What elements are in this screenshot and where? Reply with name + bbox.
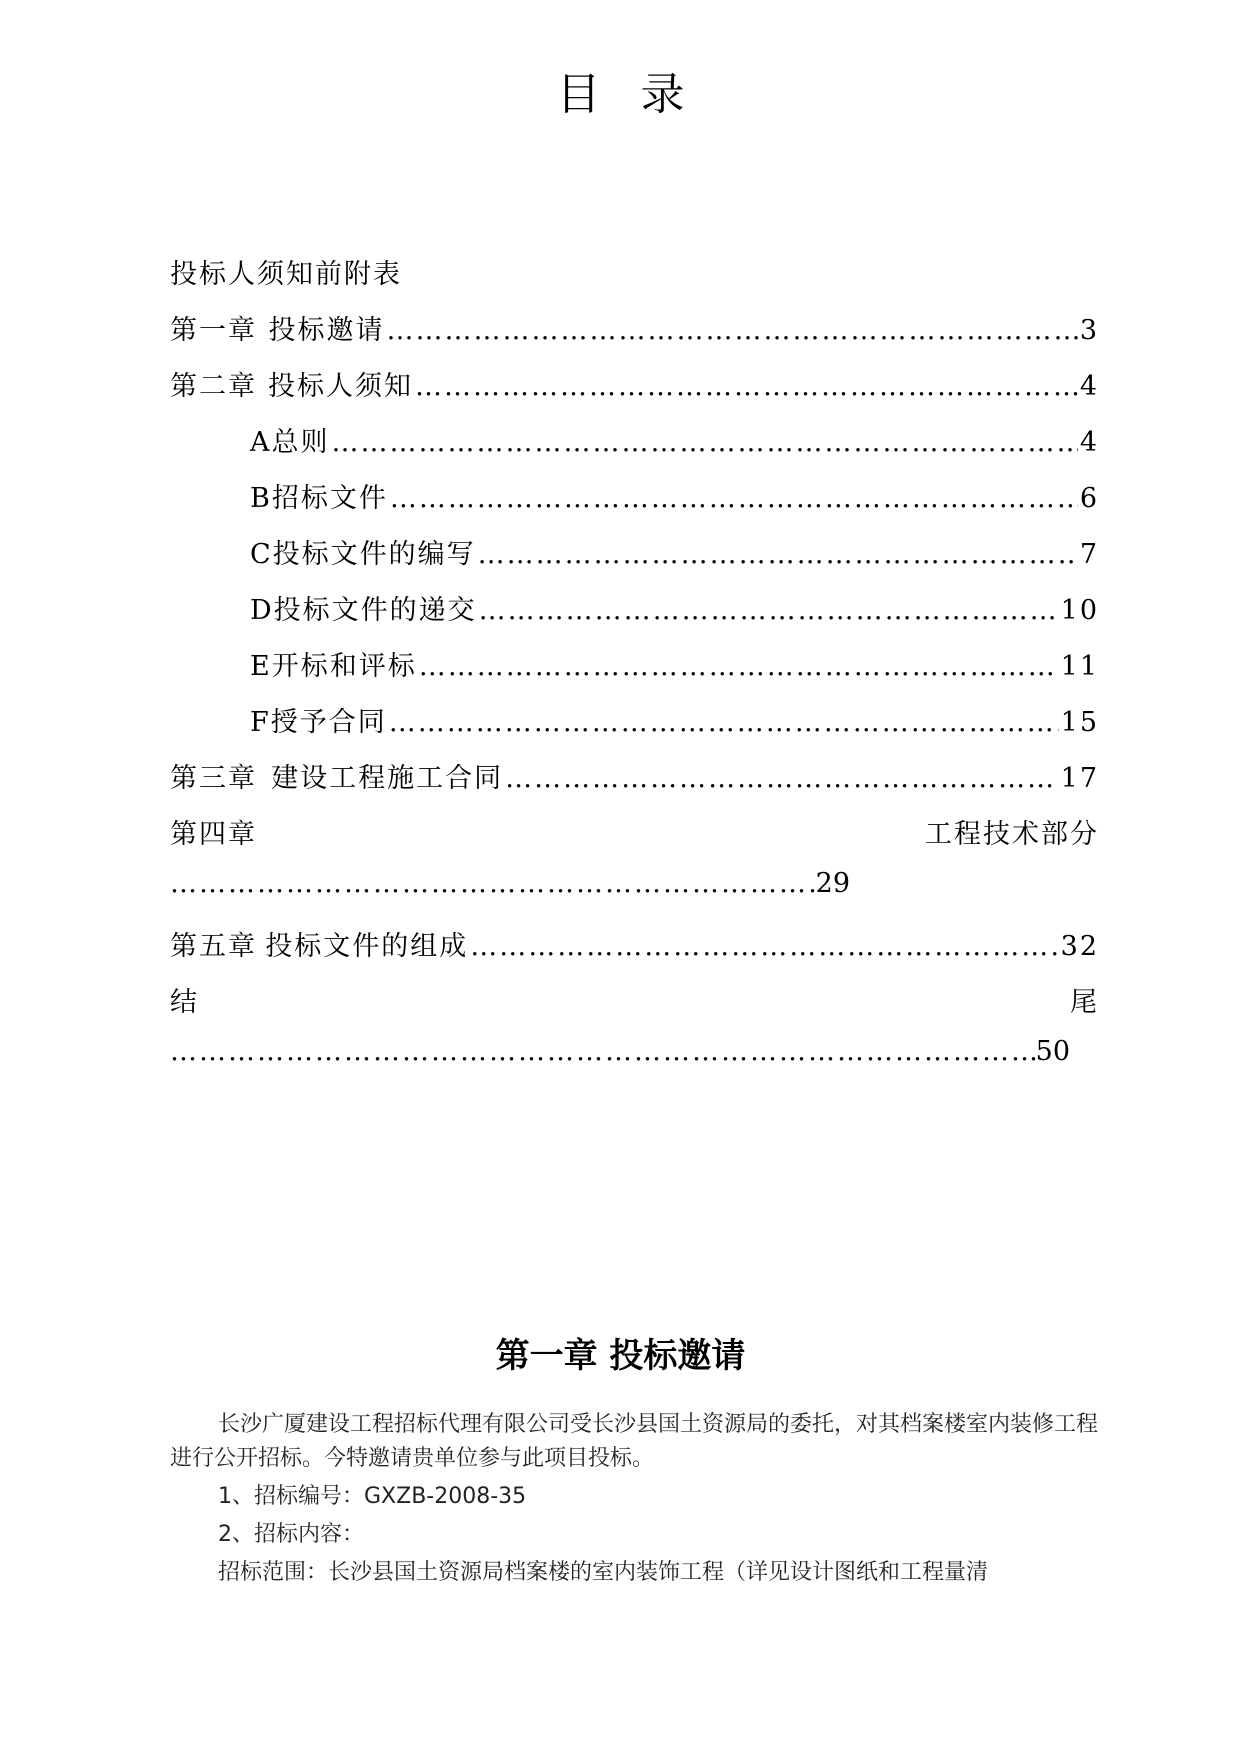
page-number: 3 bbox=[1079, 315, 1099, 346]
toc-entry-chapter-5[interactable] bbox=[170, 924, 1099, 964]
section-letter: B bbox=[250, 483, 272, 514]
intro-paragraph: 长沙广厦建设工程招标代理有限公司受长沙县国土资源局的委托，对其档案楼室内装修工程进行公开招标。今特邀请贵单位参与此项目投标。 bbox=[170, 1412, 1099, 1471]
chapter-heading: 第一章 投标邀请 bbox=[495, 1336, 746, 1376]
chapter-title: 投标邀请 bbox=[268, 315, 385, 346]
section-letter: D bbox=[250, 595, 274, 626]
bid-scope: 招标范围：长沙县国土资源局档案楼的室内装饰工程（详见设计图纸和工程量清 bbox=[218, 1560, 989, 1585]
section-title: 投标文件的编写 bbox=[272, 539, 476, 570]
leader-dots bbox=[478, 539, 1078, 570]
end-label-right: 尾 bbox=[1070, 987, 1099, 1018]
section-title: 总则 bbox=[271, 427, 330, 458]
leader-dots bbox=[170, 1036, 1036, 1067]
section-title: 授予合同 bbox=[270, 707, 387, 738]
page-number: 4 bbox=[1079, 371, 1099, 402]
toc-entry-preface[interactable] bbox=[170, 252, 1099, 292]
leader-dots bbox=[170, 868, 816, 899]
leader-dots bbox=[389, 707, 1059, 738]
page-number: 6 bbox=[1079, 483, 1099, 514]
bid-number: 1、招标编号：GXZB-2008-35 bbox=[218, 1484, 527, 1509]
leader-dots bbox=[505, 763, 1059, 794]
leader-dots bbox=[415, 371, 1078, 402]
toc-entry-chapter-2[interactable] bbox=[170, 364, 1099, 404]
chapter-number: 第四章 bbox=[170, 819, 257, 850]
chapter-title: 投标人须知 bbox=[268, 371, 413, 402]
bid-content-label: 2、招标内容： bbox=[218, 1522, 364, 1547]
section-title: 投标文件的递交 bbox=[273, 595, 477, 626]
toc-entry-section-c[interactable] bbox=[250, 532, 1099, 572]
toc-entry-chapter-4[interactable] bbox=[170, 812, 1099, 852]
toc-entry-section-a[interactable] bbox=[250, 420, 1099, 460]
chapter-title: 投标文件的组成 bbox=[265, 931, 469, 962]
page-number: 29 bbox=[815, 868, 850, 899]
toc-entry-section-b[interactable] bbox=[250, 476, 1099, 516]
toc-entry-chapter-3[interactable] bbox=[170, 756, 1099, 796]
page-number: 50 bbox=[1035, 1036, 1070, 1067]
chapter-number: 第二章 bbox=[170, 371, 257, 402]
toc-entry-end-page[interactable] bbox=[170, 1036, 1070, 1076]
section-letter: A bbox=[250, 427, 272, 458]
page-number: 15 bbox=[1060, 707, 1099, 738]
section-title: 开标和评标 bbox=[271, 651, 417, 682]
chapter-number: 第五章 bbox=[170, 931, 257, 962]
leader-dots bbox=[419, 651, 1059, 682]
leader-dots bbox=[386, 315, 1077, 346]
chapter-title: 建设工程施工合同 bbox=[271, 763, 504, 794]
leader-dots bbox=[390, 483, 1078, 514]
leader-dots bbox=[479, 595, 1059, 626]
section-letter: C bbox=[250, 539, 273, 570]
page-number: 10 bbox=[1060, 595, 1099, 626]
toc-entry-end[interactable] bbox=[170, 980, 1099, 1020]
page-number: 17 bbox=[1060, 763, 1099, 794]
toc-entry-section-f[interactable] bbox=[250, 700, 1099, 740]
chapter-number: 第三章 bbox=[170, 763, 257, 794]
toc-entry-label: 投标人须知前附表 bbox=[170, 259, 402, 290]
toc-entry-section-d[interactable] bbox=[250, 588, 1099, 628]
leader-dots bbox=[470, 931, 1058, 962]
section-letter: F bbox=[250, 707, 271, 738]
section-title: 招标文件 bbox=[271, 483, 388, 514]
chapter-number: 第一章 bbox=[170, 315, 257, 346]
chapter-title: 工程技术部分 bbox=[925, 819, 1099, 850]
toc-entry-chapter-1[interactable] bbox=[170, 308, 1099, 348]
page-number: 4 bbox=[1079, 427, 1099, 458]
page-number: 32 bbox=[1060, 931, 1099, 962]
toc-title: 目录 bbox=[556, 69, 725, 120]
toc-entry-chapter-4-page[interactable] bbox=[170, 868, 850, 908]
page-number: 7 bbox=[1079, 539, 1099, 570]
leader-dots bbox=[332, 427, 1078, 458]
toc-entry-section-e[interactable] bbox=[250, 644, 1099, 684]
end-label-left: 结 bbox=[170, 987, 199, 1018]
section-letter: E bbox=[250, 651, 272, 682]
page-number: 11 bbox=[1060, 651, 1099, 682]
